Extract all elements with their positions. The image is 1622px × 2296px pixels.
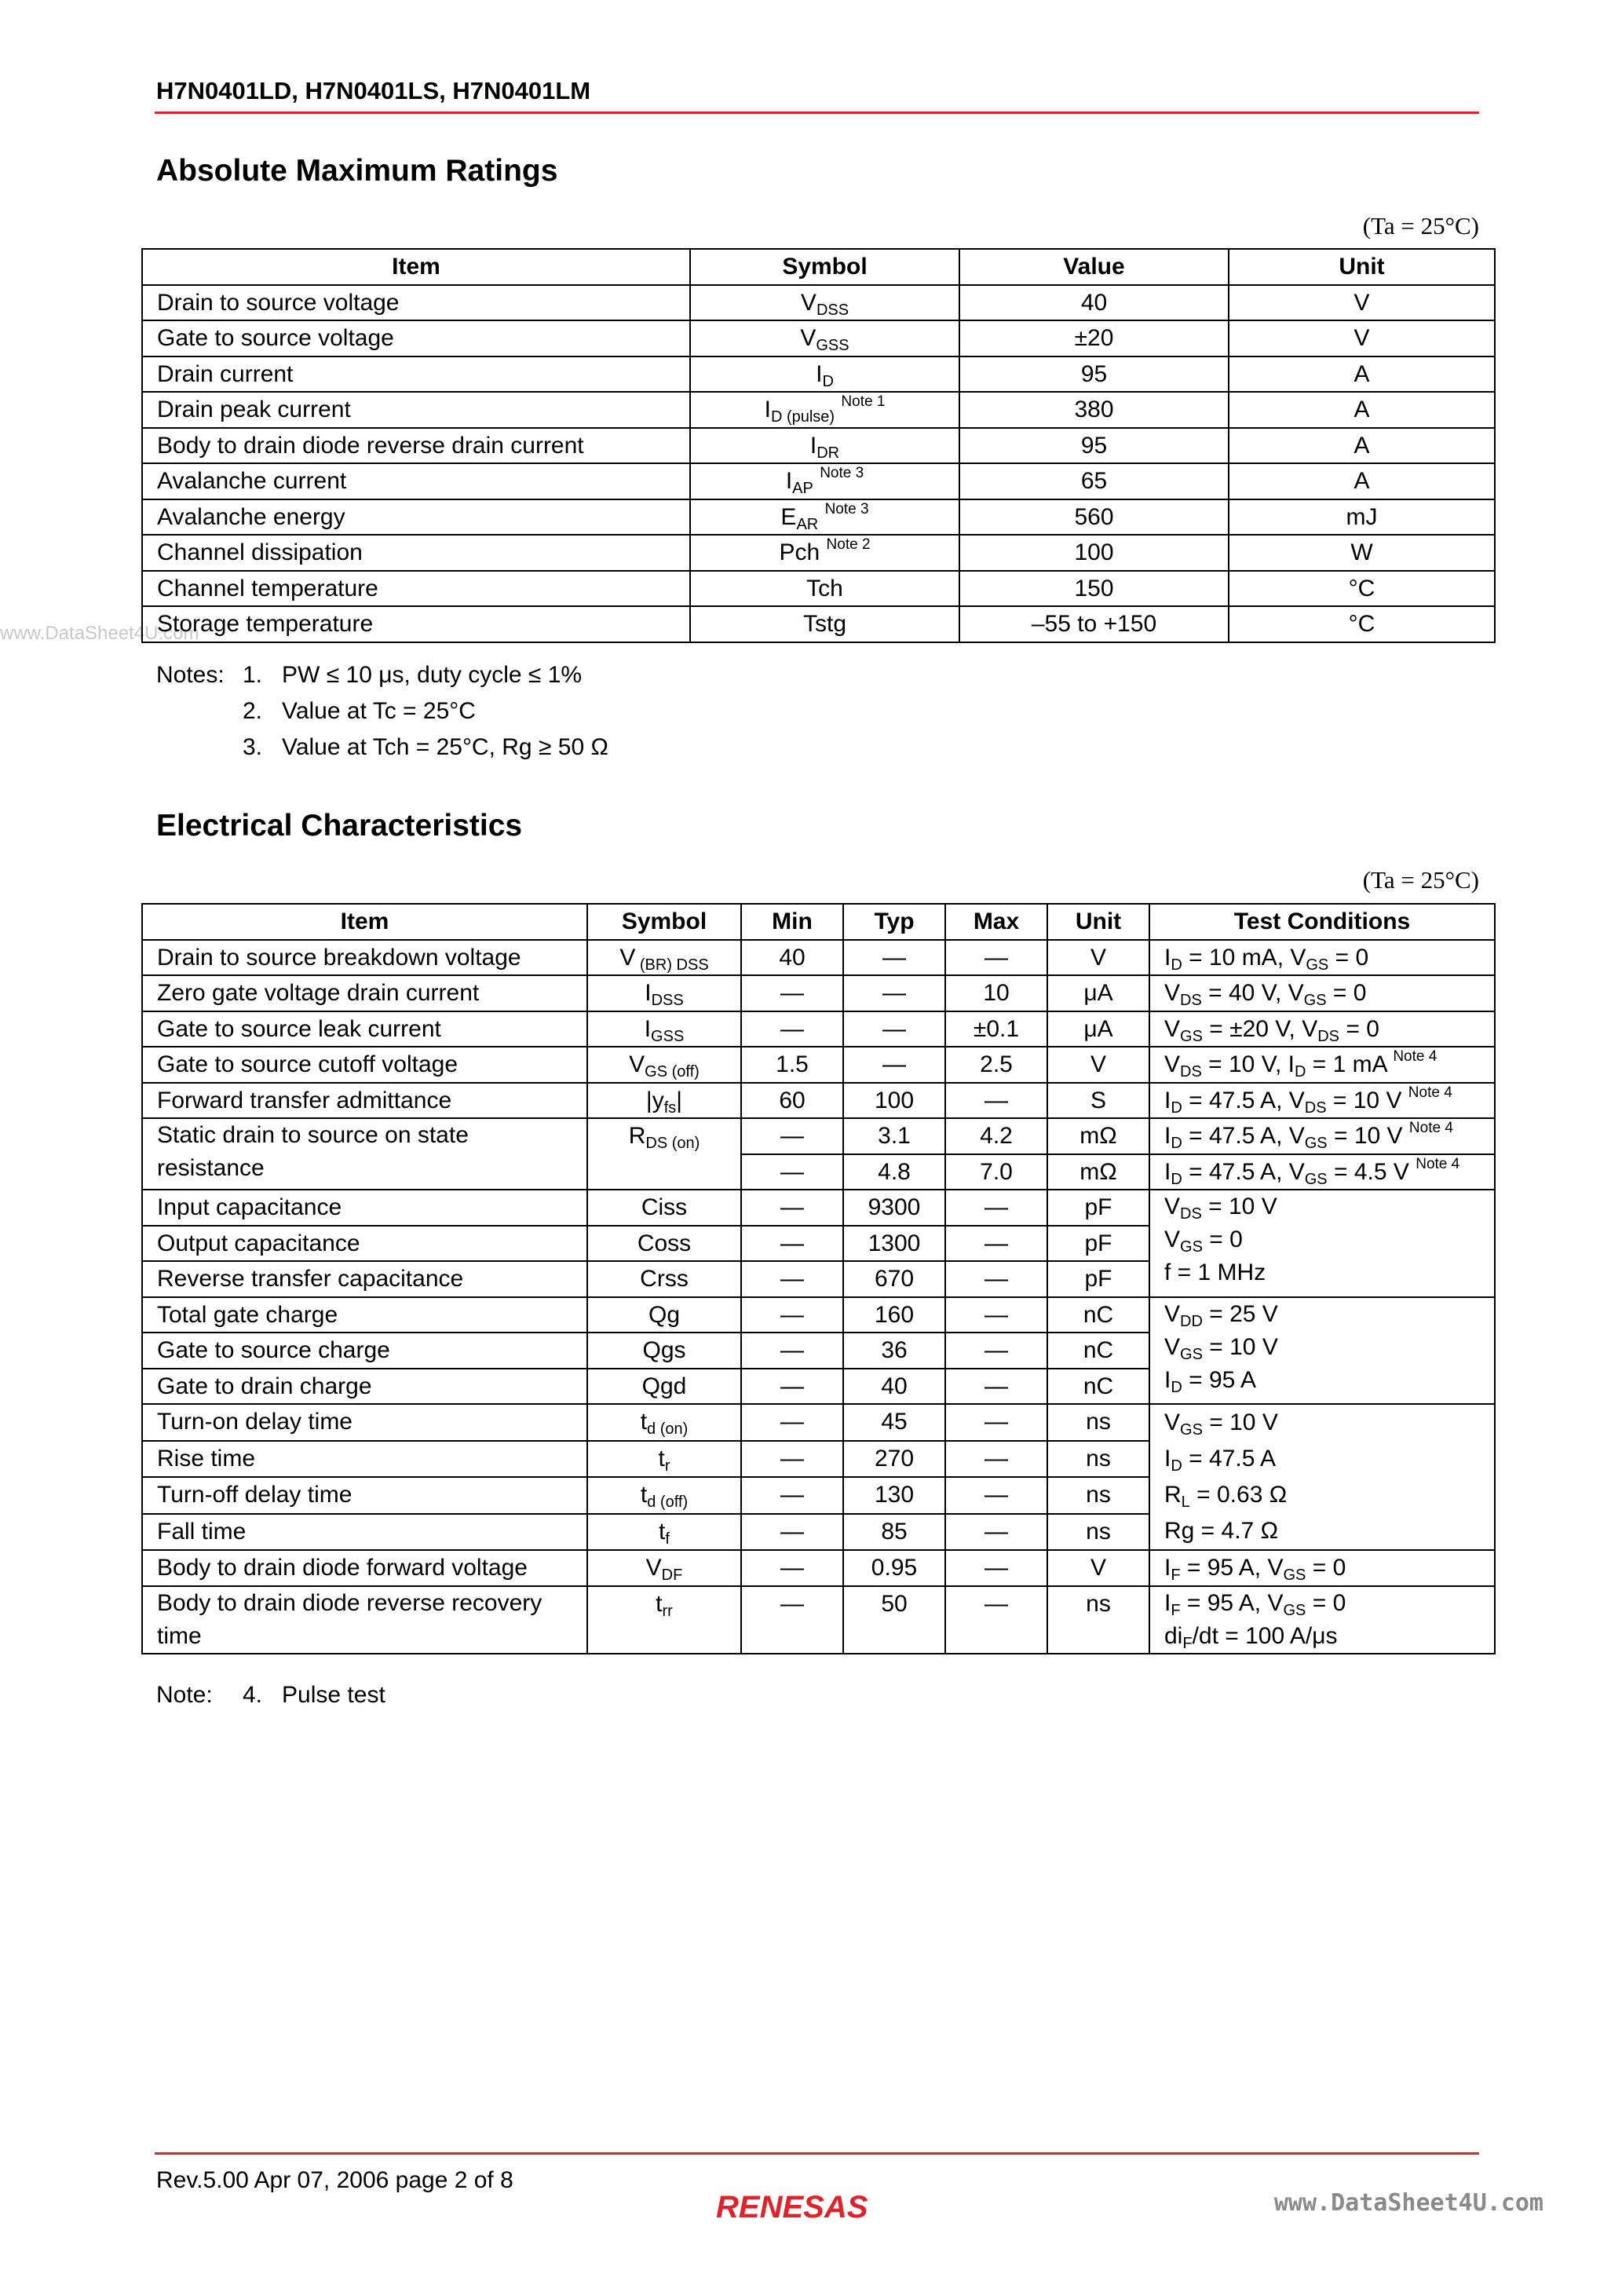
ec-max: — — [945, 1514, 1047, 1551]
amr-value: ±20 — [959, 320, 1229, 356]
table-row — [142, 1586, 1495, 1654]
amr-item: Body to drain diode reverse drain current — [142, 428, 690, 464]
ec-min: — — [741, 1154, 843, 1190]
note-reference: Note 1 — [841, 393, 886, 410]
ec-symbol: Qgd — [587, 1369, 741, 1405]
ec-typ: 4.8 — [843, 1154, 945, 1190]
ec-typ: — — [843, 1011, 945, 1047]
side-watermark: www.DataSheet4U.com — [0, 623, 199, 644]
table-row — [142, 1118, 1495, 1154]
table-row — [142, 940, 1495, 976]
symbol-main: V — [800, 289, 816, 316]
symbol-subscript: D (pulse) — [770, 408, 835, 426]
ec-max: — — [945, 1550, 1047, 1586]
amr-note — [243, 698, 476, 725]
amr-section-title: Absolute Maximum Ratings — [156, 154, 558, 188]
ec-symbol: Crss — [587, 1261, 741, 1297]
ec-typ: 45 — [843, 1404, 945, 1441]
ec-item: Fall time — [142, 1514, 587, 1551]
amr-symbol — [690, 428, 959, 464]
ec-unit: V — [1047, 940, 1149, 976]
ec-min: — — [741, 975, 843, 1011]
amr-item: Gate to source voltage — [142, 320, 690, 356]
ec-test-condition: $I_F = 95$ A, $V_{GS} = 0$ — [1149, 1550, 1495, 1586]
amr-value: 65 — [959, 463, 1229, 499]
table-row — [142, 1550, 1495, 1586]
footer-site-watermark: www.DataSheet4U.com — [1273, 2189, 1543, 2217]
amr-unit: V — [1229, 320, 1495, 356]
ec-item: Output capacitance — [142, 1226, 587, 1262]
ec-min: — — [741, 1261, 843, 1297]
ec-item: Gate to source leak current — [142, 1011, 587, 1047]
ec-test-condition: $V_{DS} = 10$ V, $I_D = 1$ mA $^{Note 4}$ — [1149, 1047, 1495, 1083]
ec-unit: pF — [1047, 1261, 1149, 1297]
ec-symbol: $V_{DF}$ — [587, 1550, 741, 1586]
ec-unit: mΩ — [1047, 1118, 1149, 1154]
table-row — [142, 535, 1495, 571]
symbol-main: Pch — [779, 539, 820, 565]
amr-unit: A — [1229, 356, 1495, 393]
ec-typ: 50 — [843, 1586, 945, 1654]
amr-header-row — [142, 249, 1495, 285]
amr-unit: W — [1229, 535, 1495, 571]
amr-unit: °C — [1229, 571, 1495, 607]
ec-item: Drain to source breakdown voltage — [142, 940, 587, 976]
amr-symbol — [690, 499, 959, 536]
ec-unit: nC — [1047, 1333, 1149, 1369]
table-row — [142, 1011, 1495, 1047]
amr-value: 40 — [959, 285, 1229, 321]
amr-table — [141, 248, 1496, 643]
ec-unit: pF — [1047, 1226, 1149, 1262]
ec-min: — — [741, 1118, 843, 1154]
ec-col-typ: Typ — [843, 904, 945, 940]
ec-min: 40 — [741, 940, 843, 976]
symbol-main: Tch — [806, 575, 843, 601]
ec-min: — — [741, 1514, 843, 1551]
ec-test-condition: $V_{DS} = 10$ V $V_{GS} = 0$ f = 1 MHz — [1149, 1190, 1495, 1297]
amr-symbol — [690, 320, 959, 356]
amr-value: 95 — [959, 428, 1229, 464]
amr-unit: °C — [1229, 606, 1495, 642]
ec-symbol: Qg — [587, 1297, 741, 1333]
ec-max: — — [945, 1369, 1047, 1405]
ec-max: — — [945, 1333, 1047, 1369]
ec-unit: μA — [1047, 1011, 1149, 1047]
ec-item: Gate to source cutoff voltage — [142, 1047, 587, 1083]
ec-symbol: Ciss — [587, 1190, 741, 1226]
symbol-main: Tstg — [802, 611, 847, 637]
ec-min: — — [741, 1011, 843, 1047]
ec-table — [141, 903, 1496, 1654]
symbol-main: I — [785, 468, 793, 494]
ec-typ: 36 — [843, 1333, 945, 1369]
ec-test-condition: $V_{GS} = 10$ V $I_D = 47.5$ A $R_L = 0.63$ Ω Rg = 4.7 Ω — [1149, 1404, 1495, 1550]
note-text: PW ≤ 10 μs, duty cycle ≤ 1% — [282, 662, 583, 688]
ec-unit: nC — [1047, 1369, 1149, 1405]
amr-item: Avalanche energy — [142, 499, 690, 536]
table-row — [142, 320, 1495, 356]
ec-symbol: $t_r$ — [587, 1441, 741, 1478]
symbol-subscript: GSS — [816, 337, 849, 354]
footer-revision: Rev.5.00 Apr 07, 2006 page 2 of 8 — [156, 2167, 513, 2193]
ec-typ: 130 — [843, 1477, 945, 1514]
symbol-main: I — [764, 397, 771, 422]
amr-symbol — [690, 535, 959, 571]
ec-col-unit: Unit — [1047, 904, 1149, 940]
ec-test-condition: $V_{DS} = 40$ V, $V_{GS} = 0$ — [1149, 975, 1495, 1011]
renesas-logo — [716, 2188, 920, 2225]
ec-max: 10 — [945, 975, 1047, 1011]
ec-typ: 3.1 — [843, 1118, 945, 1154]
amr-symbol — [690, 356, 959, 393]
ec-typ: 85 — [843, 1514, 945, 1551]
ec-symbol: $t_{d (off)}$ — [587, 1477, 741, 1514]
ec-min: — — [741, 1226, 843, 1262]
footer-rule — [155, 2152, 1479, 2155]
symbol-main: I — [816, 360, 823, 387]
ec-unit: μA — [1047, 975, 1149, 1011]
ec-unit: pF — [1047, 1190, 1149, 1226]
ec-unit: ns — [1047, 1441, 1149, 1478]
ec-item: Zero gate voltage drain current — [142, 975, 587, 1011]
amr-item: Channel temperature — [142, 571, 690, 607]
amr-note — [243, 734, 608, 761]
symbol-subscript: AR — [796, 515, 819, 533]
ec-min: — — [741, 1441, 843, 1478]
amr-symbol — [690, 606, 959, 642]
ec-min: 1.5 — [741, 1047, 843, 1083]
symbol-main: I — [809, 432, 817, 459]
ec-unit: ns — [1047, 1477, 1149, 1514]
ec-test-condition: $I_D = 47.5$ A, $V_{DS} = 10$ V $^{Note 4}$ — [1149, 1083, 1495, 1119]
amr-value: 95 — [959, 356, 1229, 393]
amr-col-value: Value — [959, 249, 1229, 285]
ec-typ: 0.95 — [843, 1550, 945, 1586]
note-number: 2. — [243, 698, 263, 724]
ec-item: Gate to source charge — [142, 1333, 587, 1369]
ec-typ: 100 — [843, 1083, 945, 1119]
table-row — [142, 571, 1495, 607]
ec-item: Rise time — [142, 1441, 587, 1478]
amr-symbol — [690, 392, 959, 428]
table-row — [142, 1190, 1495, 1226]
ec-item: Turn-on delay time — [142, 1404, 587, 1441]
ec-typ: 1300 — [843, 1226, 945, 1262]
amr-value: 560 — [959, 499, 1229, 536]
ec-symbol: $t_{d (on)}$ — [587, 1404, 741, 1441]
ec-item: Total gate charge — [142, 1297, 587, 1333]
ec-min: — — [741, 1297, 843, 1333]
amr-col-unit: Unit — [1229, 249, 1495, 285]
ec-col-max: Max — [945, 904, 1047, 940]
ec-item: Static drain to source on state resistance — [142, 1118, 587, 1190]
table-row — [142, 463, 1495, 499]
ec-max: — — [945, 1297, 1047, 1333]
table-row — [142, 975, 1495, 1011]
amr-item: Drain peak current — [142, 392, 690, 428]
ec-symbol: $I_{GSS}$ — [587, 1011, 741, 1047]
ec-typ: — — [843, 975, 945, 1011]
ec-typ: 160 — [843, 1297, 945, 1333]
ec-typ: 270 — [843, 1441, 945, 1478]
ec-unit: V — [1047, 1550, 1149, 1586]
ec-test-condition: $I_D = 47.5$ A, $V_{GS} = 4.5$ V $^{Note 4}$ — [1149, 1154, 1495, 1190]
ec-test-condition: $I_F = 95$ A, $V_{GS} = 0$ $di_F/dt = 100$ A/μs — [1149, 1586, 1495, 1654]
amr-unit: V — [1229, 285, 1495, 321]
ec-symbol: $|y_{fs}|$ — [587, 1083, 741, 1119]
ec-typ: 40 — [843, 1369, 945, 1405]
amr-item: Drain current — [142, 356, 690, 393]
ec-min: — — [741, 1369, 843, 1405]
note-number: 3. — [243, 734, 263, 760]
ec-min: — — [741, 1477, 843, 1514]
table-row — [142, 606, 1495, 642]
ec-max: 2.5 — [945, 1047, 1047, 1083]
amr-col-symbol: Symbol — [690, 249, 959, 285]
amr-item: Drain to source voltage — [142, 285, 690, 321]
amr-notes-label: Notes: — [156, 662, 225, 688]
ec-symbol: $t_f$ — [587, 1514, 741, 1551]
amr-col-item: Item — [142, 249, 690, 285]
amr-value: 100 — [959, 535, 1229, 571]
symbol-main: V — [800, 325, 816, 351]
ec-section-title: Electrical Characteristics — [156, 809, 523, 843]
amr-unit: A — [1229, 463, 1495, 499]
amr-item: Channel dissipation — [142, 535, 690, 571]
ec-symbol: Coss — [587, 1226, 741, 1262]
amr-symbol — [690, 285, 959, 321]
ec-min: — — [741, 1404, 843, 1441]
amr-item: Avalanche current — [142, 463, 690, 499]
ec-item: Input capacitance — [142, 1190, 587, 1226]
document-header-title: H7N0401LD, H7N0401LS, H7N0401LM — [156, 77, 591, 104]
table-row — [142, 1083, 1495, 1119]
amr-unit: A — [1229, 428, 1495, 464]
ec-test-condition: $I_D = 47.5$ A, $V_{GS} = 10$ V $^{Note 4}$ — [1149, 1118, 1495, 1154]
ec-min: 60 — [741, 1083, 843, 1119]
ec-typ: — — [843, 940, 945, 976]
amr-unit: mJ — [1229, 499, 1495, 536]
ec-item: Forward transfer admittance — [142, 1083, 587, 1119]
ec-test-condition: $I_D = 10$ mA, $V_{GS} = 0$ — [1149, 940, 1495, 976]
table-row — [142, 1047, 1495, 1083]
ec-test-condition: $V_{GS} = \pm 20$ V, $V_{DS} = 0$ — [1149, 1011, 1495, 1047]
ec-max: — — [945, 940, 1047, 976]
ec-max: — — [945, 1586, 1047, 1654]
ec-header-row — [142, 904, 1495, 940]
ec-col-test: Test Conditions — [1149, 904, 1495, 940]
ec-symbol: $t_{rr}$ — [587, 1586, 741, 1654]
ec-col-item: Item — [142, 904, 587, 940]
ec-min: — — [741, 1586, 843, 1654]
ec-min: — — [741, 1333, 843, 1369]
ec-symbol: $V_{GS (off)}$ — [587, 1047, 741, 1083]
ec-symbol: $R_{DS (on)}$ — [587, 1118, 741, 1190]
symbol-main: E — [780, 503, 797, 530]
ec-unit: V — [1047, 1047, 1149, 1083]
amr-symbol — [690, 463, 959, 499]
table-row — [142, 1404, 1495, 1441]
ec-symbol: Qgs — [587, 1333, 741, 1369]
symbol-subscript: DSS — [816, 301, 849, 319]
symbol-subscript: DR — [816, 444, 840, 462]
ec-condition: (Ta = 25°C) — [1362, 866, 1479, 894]
ec-symbol: $I_{DSS}$ — [587, 975, 741, 1011]
ec-note-label: Note: — [156, 1682, 213, 1708]
ec-max: — — [945, 1083, 1047, 1119]
ec-max: 4.2 — [945, 1118, 1047, 1154]
ec-item: Body to drain diode forward voltage — [142, 1550, 587, 1586]
note-text: Pulse test — [282, 1682, 385, 1708]
table-row — [142, 285, 1495, 321]
ec-min: — — [741, 1550, 843, 1586]
ec-typ: 9300 — [843, 1190, 945, 1226]
amr-note — [243, 662, 582, 689]
ec-typ: — — [843, 1047, 945, 1083]
amr-item: Storage temperature — [142, 606, 690, 642]
ec-max: — — [945, 1404, 1047, 1441]
ec-unit: ns — [1047, 1404, 1149, 1441]
ec-notes — [156, 1682, 385, 1709]
amr-value: 150 — [959, 571, 1229, 607]
amr-condition: (Ta = 25°C) — [1362, 212, 1479, 239]
table-row — [142, 428, 1495, 464]
note-number: 1. — [243, 662, 263, 688]
ec-max: — — [945, 1441, 1047, 1478]
amr-value: –55 to +150 — [959, 606, 1229, 642]
ec-max: ±0.1 — [945, 1011, 1047, 1047]
ec-max: — — [945, 1226, 1047, 1262]
amr-symbol — [690, 571, 959, 607]
ec-unit: ns — [1047, 1514, 1149, 1551]
renesas-logo-text: RENESAS — [716, 2190, 868, 2225]
note-text: Value at Tch = 25°C, Rg ≥ 50 Ω — [282, 734, 608, 760]
ec-col-symbol: Symbol — [587, 904, 741, 940]
ec-note-4 — [243, 1682, 385, 1709]
ec-item: Gate to drain charge — [142, 1369, 587, 1405]
ec-unit: ns — [1047, 1586, 1149, 1654]
ec-typ: 670 — [843, 1261, 945, 1297]
ec-unit: nC — [1047, 1297, 1149, 1333]
table-row — [142, 356, 1495, 393]
ec-symbol: V $_{(BR) DSS}$ — [587, 940, 741, 976]
ec-max: 7.0 — [945, 1154, 1047, 1190]
note-number: 4. — [243, 1682, 263, 1708]
amr-unit: A — [1229, 392, 1495, 428]
ec-item: Reverse transfer capacitance — [142, 1261, 587, 1297]
ec-item: Body to drain diode reverse recovery time — [142, 1586, 587, 1654]
note-reference: Note 2 — [826, 536, 871, 553]
ec-max: — — [945, 1190, 1047, 1226]
ec-col-min: Min — [741, 904, 843, 940]
note-reference: Note 3 — [824, 500, 869, 517]
ec-item: Turn-off delay time — [142, 1477, 587, 1514]
header-rule — [155, 112, 1479, 114]
amr-value: 380 — [959, 392, 1229, 428]
ec-unit: S — [1047, 1083, 1149, 1119]
ec-max: — — [945, 1477, 1047, 1514]
ec-max: — — [945, 1261, 1047, 1297]
ec-test-condition: $V_{DD} = 25$ V $V_{GS} = 10$ V $I_D = 95$ A — [1149, 1297, 1495, 1405]
symbol-subscript: D — [822, 372, 834, 390]
table-row — [142, 392, 1495, 428]
symbol-subscript: AP — [792, 480, 813, 497]
ec-unit: mΩ — [1047, 1154, 1149, 1190]
table-row — [142, 499, 1495, 536]
ec-min: — — [741, 1190, 843, 1226]
table-row — [142, 1297, 1495, 1333]
note-text: Value at Tc = 25°C — [282, 698, 476, 724]
note-reference: Note 3 — [820, 465, 864, 481]
